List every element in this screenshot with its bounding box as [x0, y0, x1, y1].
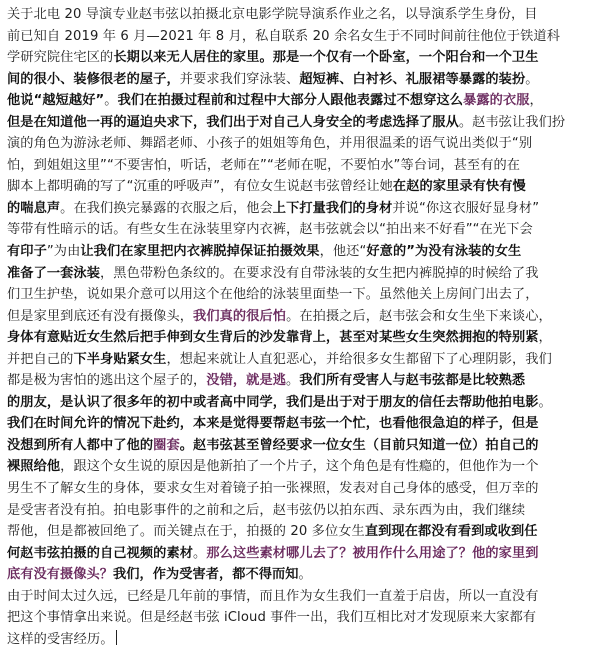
bold-text: 让我们在家里把内衣裤脱掉保证拍摄效果 — [80, 244, 320, 260]
bold-text: 上下打量我们的身材 — [272, 200, 393, 216]
text-segment: 。 — [298, 567, 312, 583]
text-segment: 由于时间太过久远，已经是几年前的事情，而且作为女生我们一直羞于启齿，所以一直没有 — [7, 588, 539, 604]
bold-text: 身体有意贴近女生然后把手伸到女生背后的沙发靠背上，甚至对某些女生突然拥抱的特别紧 — [7, 330, 539, 346]
bold-text: 在赵的家里录有快有慢 — [392, 179, 526, 195]
text-segment: 帮他，但是都被回绝了。而关键点在于，拍摄的 20 多位女生 — [7, 524, 365, 540]
bold-text: 超短裤、白衬衫、礼服裙等暴露的装扮 — [299, 71, 526, 87]
text-segment: 。在我们换完暴露的衣服之后，他会 — [60, 200, 273, 216]
text-segment: 。 — [525, 71, 539, 87]
text-segment: 怕，到姐姐这里”“不要害怕，听话，老师在”“老师在呢，不要怕水”等台词，甚至有的在 — [7, 157, 521, 173]
bold-text: 但是在知道他一再的逼迫央求下，我们出于对自己人身安全的考虑选择了服从 — [7, 114, 459, 130]
text-line — [7, 500, 593, 522]
bold-text: 没想到所有人都中了他的 — [7, 437, 154, 453]
text-line — [7, 413, 593, 435]
text-segment: 脚本上都明确的写了“沉重的呼吸声”，有位女生说赵韦弦曾经让她 — [7, 179, 393, 195]
emphasis-text: 底有没有摄像头？ — [7, 567, 114, 583]
paragraph-container — [7, 4, 593, 650]
text-line — [7, 327, 593, 349]
bold-text: 我们所有受害人与赵韦弦都是比较熟悉 — [299, 373, 526, 389]
text-segment: 。 — [538, 394, 552, 410]
text-line — [7, 219, 593, 241]
text-segment: 。 — [286, 373, 300, 389]
text-segment: ，跟这个女生说的原因是他新拍了一个片子，这个角色是有性瘾的，但他作为一个 — [60, 459, 539, 475]
text-segment: 。 — [104, 93, 118, 109]
bold-text: 有印子 — [7, 244, 47, 260]
bold-text: ”为没有泳装的女生 — [406, 244, 522, 260]
text-line — [7, 370, 593, 392]
bold-text: 长期以来无人居住的家里。那是一个仅有一个卧室，一个阳台和一个卫生 — [113, 50, 539, 66]
text-segment: 都是极为害怕的逃出这个屋子的， — [7, 373, 207, 389]
bold-text: 他说“越短越好” — [7, 93, 105, 109]
text-segment: 们卫生护垫，说如果介意可以用这个在他给的泳装里面垫一下。虽然他关上房间门出去了， — [7, 287, 539, 303]
emphasis-text: 没错，就是逃 — [206, 373, 287, 389]
bold-text: 好意的 — [366, 244, 407, 260]
text-line — [7, 349, 593, 371]
bold-text: 的喘息声 — [7, 200, 61, 216]
text-segment: ， — [538, 330, 552, 346]
text-segment: 学研究院住宅区的 — [7, 50, 114, 66]
text-line — [7, 133, 593, 155]
text-line — [7, 155, 593, 177]
text-segment: 把这个事情拿出来说。但是经赵韦弦 iCloud 事件一出，我们互相比对才发现原来大家都有 — [7, 610, 537, 626]
text-line — [7, 198, 593, 220]
bold-text: 间的很小、装修很老的屋子， — [7, 71, 180, 87]
emphasis-text: 那么这些素材哪儿去了？被用作什么用途了？他的家里到 — [206, 545, 539, 561]
text-line — [7, 306, 593, 328]
bold-text: 我们在时间允许的情况下赴约，本来是觉得要帮赵韦弦一个忙，也看他很急迫的样子，但是 — [7, 416, 539, 432]
text-segment: ，黑色带粉色条纹的。在要求没有自带泳装的女生把内裤脱掉的时候给了我 — [100, 265, 539, 281]
text-segment: 这样的受害经历。 — [7, 631, 114, 647]
text-segment: 演的角色为游泳老师、舞蹈老师、小孩子的姐姐等角色，并用很温柔的语气说出类似于“别 — [7, 136, 533, 152]
text-line — [7, 607, 593, 629]
emphasis-text: 我们真的很后怕 — [193, 308, 287, 324]
emphasis-text: 圈套 — [153, 437, 180, 453]
text-line — [7, 543, 593, 565]
text-line — [7, 69, 593, 91]
text-line — [7, 456, 593, 478]
text-segment: 并说“你这衣服好显身材” — [392, 200, 540, 216]
bold-text: 准备了一套泳装 — [7, 265, 101, 281]
text-line — [7, 435, 593, 457]
text-segment: 。 — [193, 545, 207, 561]
text-segment: 。赵韦弦让我们扮 — [458, 114, 566, 130]
text-line — [7, 47, 593, 69]
text-line — [7, 263, 593, 285]
text-segment: 前已知自 2019 年 6 月—2021 年 8 月，私自联系 20 余名女生于不同时间前往他位于铁道科 — [7, 28, 561, 44]
text-segment: 等带有性暗示的话。有些女生在泳装里穿内衣裤，赵韦弦就会以“拍出来不好看”“在光下会 — [7, 222, 533, 238]
text-segment: 关于北电 20 导演专业赵韦弦以拍摄北京电影学院导演系作业之名，以导演系学生身份，目 — [7, 7, 538, 22]
text-segment: 男生不了解女生的身体，要求女生对着镜子拍一张裸照，发表对自己身体的感受，但万幸的 — [7, 481, 539, 497]
bold-text: 裸照给他 — [7, 459, 61, 475]
paragraph — [7, 586, 593, 651]
text-line — [7, 521, 593, 543]
text-line — [7, 112, 593, 134]
text-segment: 是受害者没有拍。拍电影事件的之前和之后，赵韦弦仍以拍东西、录东西为由，我们继续 — [7, 502, 526, 518]
bold-text: 我们，作为受害者，都不得而知 — [113, 567, 299, 583]
text-line — [7, 26, 593, 48]
text-segment: ， — [529, 93, 543, 109]
text-segment: 。在拍摄之后，赵韦弦会和女生坐下来谈心， — [286, 308, 552, 324]
text-segment: 并要求我们穿泳装、 — [179, 71, 300, 87]
text-segment: 并把自己的 — [7, 351, 74, 367]
text-segment: ，想起来就让人直犯恶心，并给很多女生都留下了心理阴影，我们 — [166, 351, 552, 367]
text-line — [7, 4, 593, 26]
bold-text: 。赵韦弦甚至曾经要求一位女生（目前只知道一位）拍自己的 — [179, 437, 539, 453]
paragraph — [7, 4, 593, 586]
text-line — [7, 586, 593, 608]
text-segment: ，他还“ — [319, 244, 367, 260]
text-segment: 但是家里到底还有没有摄像头， — [7, 308, 194, 324]
bold-text: 何赵韦弦拍摄的自己视频的素材 — [7, 545, 194, 561]
text-cursor — [116, 630, 118, 645]
text-line — [7, 392, 593, 414]
emphasis-text: 暴露的衣服 — [463, 93, 530, 109]
text-line — [7, 629, 593, 651]
text-line — [7, 90, 593, 112]
text-line — [7, 284, 593, 306]
bold-text: 的朋友，是认识了很多年的初中或者高中同学，我们是出于对于朋友的信任去帮助他拍电影 — [7, 394, 539, 410]
document-body — [7, 4, 593, 650]
bold-text: 下半身贴紧女生 — [73, 351, 167, 367]
text-line — [7, 241, 593, 263]
text-line — [7, 176, 593, 198]
text-segment: ”为由 — [46, 244, 81, 260]
bold-text: 直到现在都没有看到或收到任 — [364, 524, 538, 540]
text-line — [7, 478, 593, 500]
bold-text: 我们在拍摄过程前和过程中大部分人跟他表露过不想穿这么 — [117, 93, 464, 109]
text-line — [7, 564, 593, 586]
